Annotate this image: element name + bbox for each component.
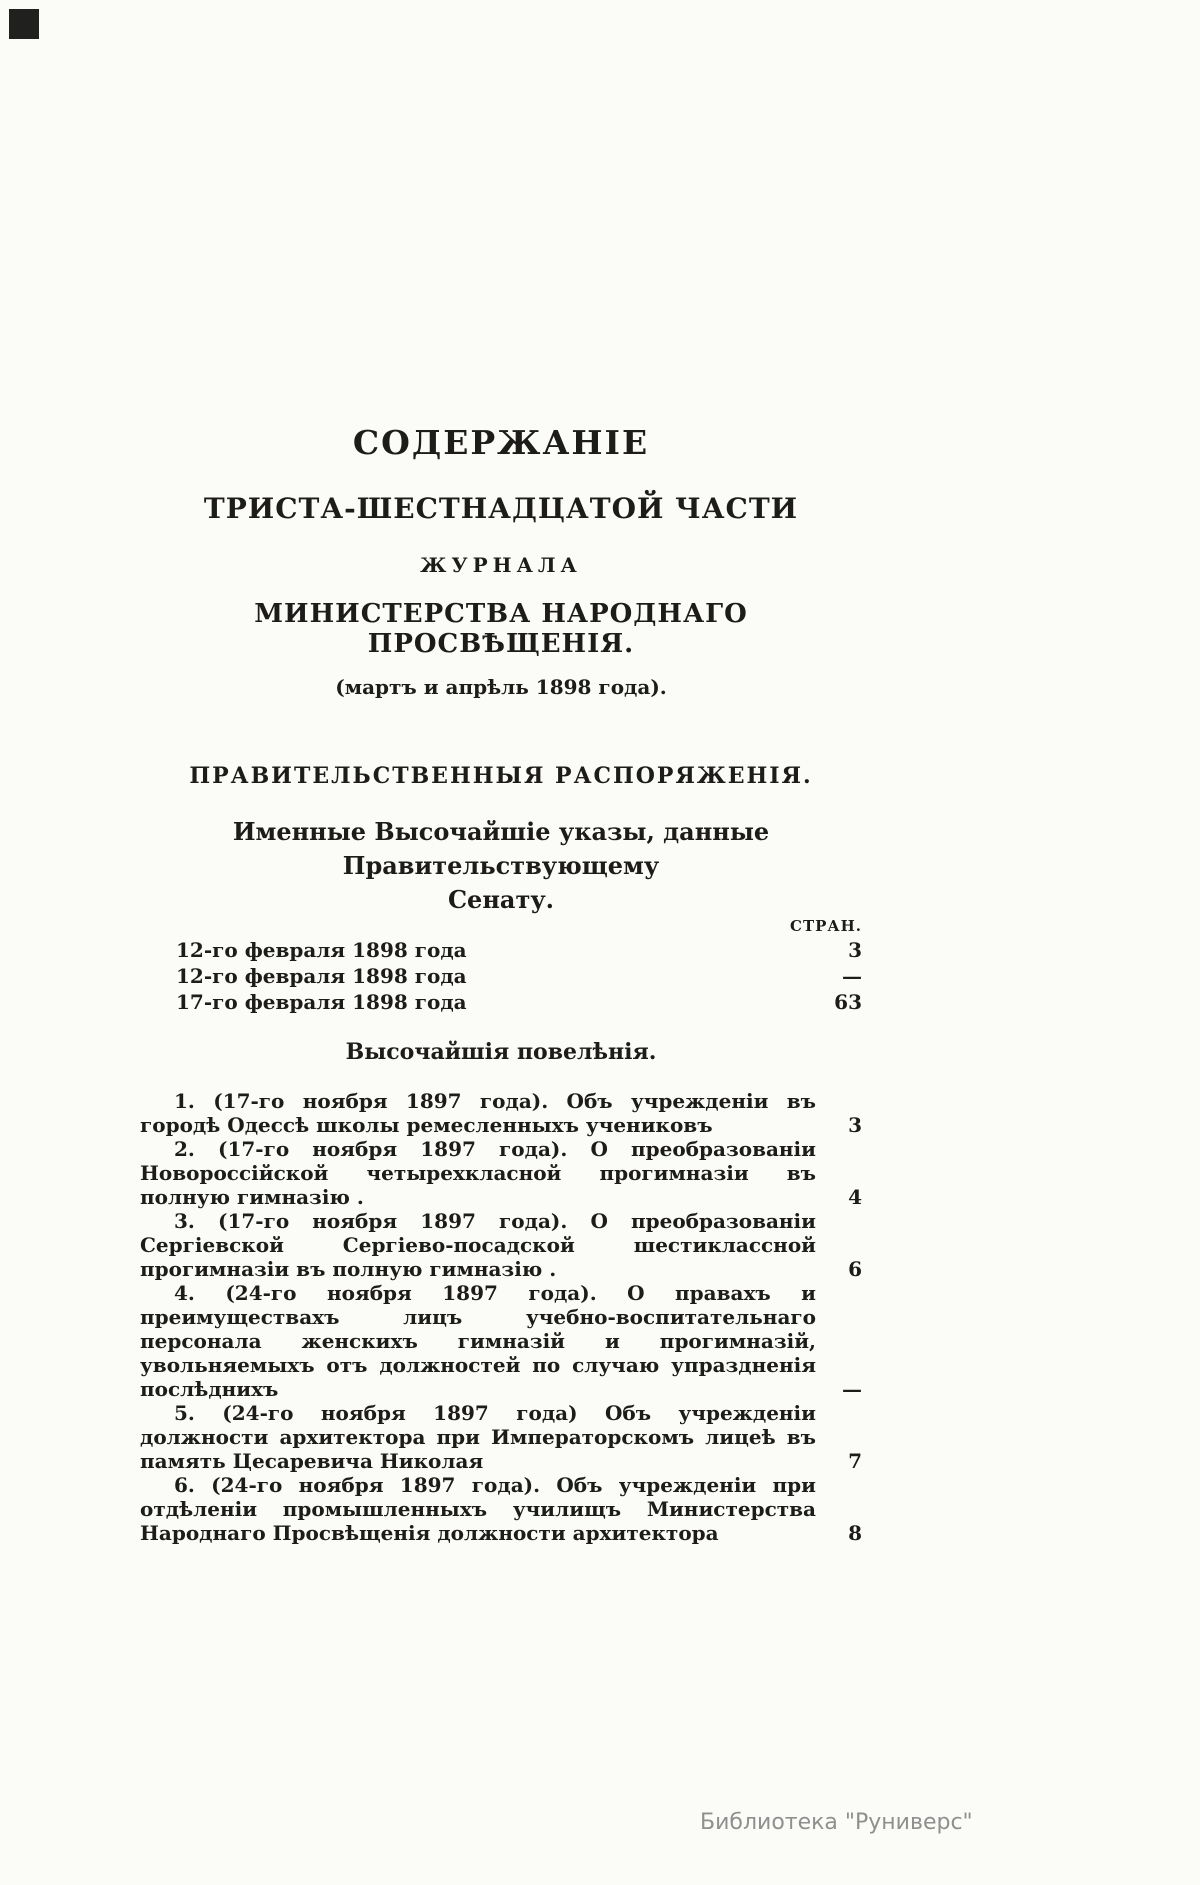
toc-entry-page: 4 [848, 1184, 862, 1209]
decrees-subheading-line2: Сенату. [447, 884, 555, 914]
toc-entry [140, 1401, 862, 1473]
decree-entry-page: 63 [834, 989, 862, 1014]
toc-entry-page: 7 [848, 1448, 862, 1473]
decrees-subheading-line1: Именные Высочайшіе указы, данные Правительствующему [232, 816, 770, 880]
toc-entry-text: 5. (24-го ноября 1897 года) Объ учрежденіи должности архитектора при Императорскомъ лицеѣ въ память Цесаревича Николая [140, 1400, 816, 1473]
decree-entry-text: 12-го февраля 1898 года [176, 937, 467, 962]
decree-entry [140, 937, 862, 963]
decree-entry-text: 17-го февраля 1898 года [176, 989, 467, 1014]
section-government-orders-heading: ПРАВИТЕЛЬСТВЕННЫЯ РАСПОРЯЖЕНІЯ. [189, 762, 813, 789]
decree-list [140, 937, 862, 1015]
page-title: СОДЕРЖАНІЕ [352, 423, 650, 462]
toc-entry-text: 3. (17-го ноября 1897 года). О преобразованіи Сергіевской Сергіево-посадской шестиклассной прогимназіи въ полную гимназію . [140, 1208, 816, 1281]
toc-entry [140, 1089, 862, 1137]
toc-entry-page: — [842, 1376, 862, 1401]
toc-entry-page: 8 [848, 1520, 862, 1545]
toc-entry-text: 2. (17-го ноября 1897 года). О преобразованіи Новороссійской четырехкласной прогимназіи въ полную гимназію . [140, 1136, 816, 1209]
toc-entry [140, 1281, 862, 1401]
toc-entry-page: 3 [848, 1112, 862, 1137]
scan-artifact-corner [9, 9, 39, 39]
decrees-subheading [140, 815, 862, 917]
toc-entry [140, 1209, 862, 1281]
toc-entry-text: 4. (24-го ноября 1897 года). О правахъ и преимуществахъ лицъ учебно-воспитательнаго персонала женскихъ гимназій и прогимназій, увольняемыхъ отъ должностей по случаю упраздненія послѣднихъ [140, 1280, 816, 1401]
toc-entry [140, 1137, 862, 1209]
decree-entry-text: 12-го февраля 1898 года [176, 963, 467, 988]
decree-entry [140, 989, 862, 1015]
toc-entry [140, 1473, 862, 1545]
decree-entry-page: — [842, 963, 862, 988]
toc-entry-text: 6. (24-го ноября 1897 года). Объ учрежденіи при отдѣленіи промышленныхъ училищъ Министерства Народнаго Просвѣщенія должности архитектора [140, 1472, 816, 1545]
date-range: (мартъ и апрѣль 1898 года). [335, 674, 667, 699]
toc-entries [140, 1089, 862, 1545]
volume-title: ТРИСТА-ШЕСТНАДЦАТОЙ ЧАСТИ [203, 491, 799, 525]
toc-entry-text: 1. (17-го ноября 1897 года). Объ учрежденіи въ городѣ Одессѣ школы ремесленныхъ учениковъ [140, 1088, 816, 1137]
ministry-title: МИНИСТЕРСТВА НАРОДНАГО ПРОСВѢЩЕНІЯ. [254, 598, 748, 659]
decree-entry [140, 963, 862, 989]
decree-entry-page: 3 [848, 937, 862, 962]
toc-entry-page: 6 [848, 1256, 862, 1281]
page-column-label: СТРАН. [790, 916, 862, 935]
watermark: Библиотека "Руниверс" [700, 1810, 973, 1835]
journal-label: ЖУРНАЛА [420, 552, 582, 577]
section-imperial-commands-heading: Высочайшія повелѣнія. [345, 1038, 657, 1065]
toc-page [140, 0, 862, 1545]
